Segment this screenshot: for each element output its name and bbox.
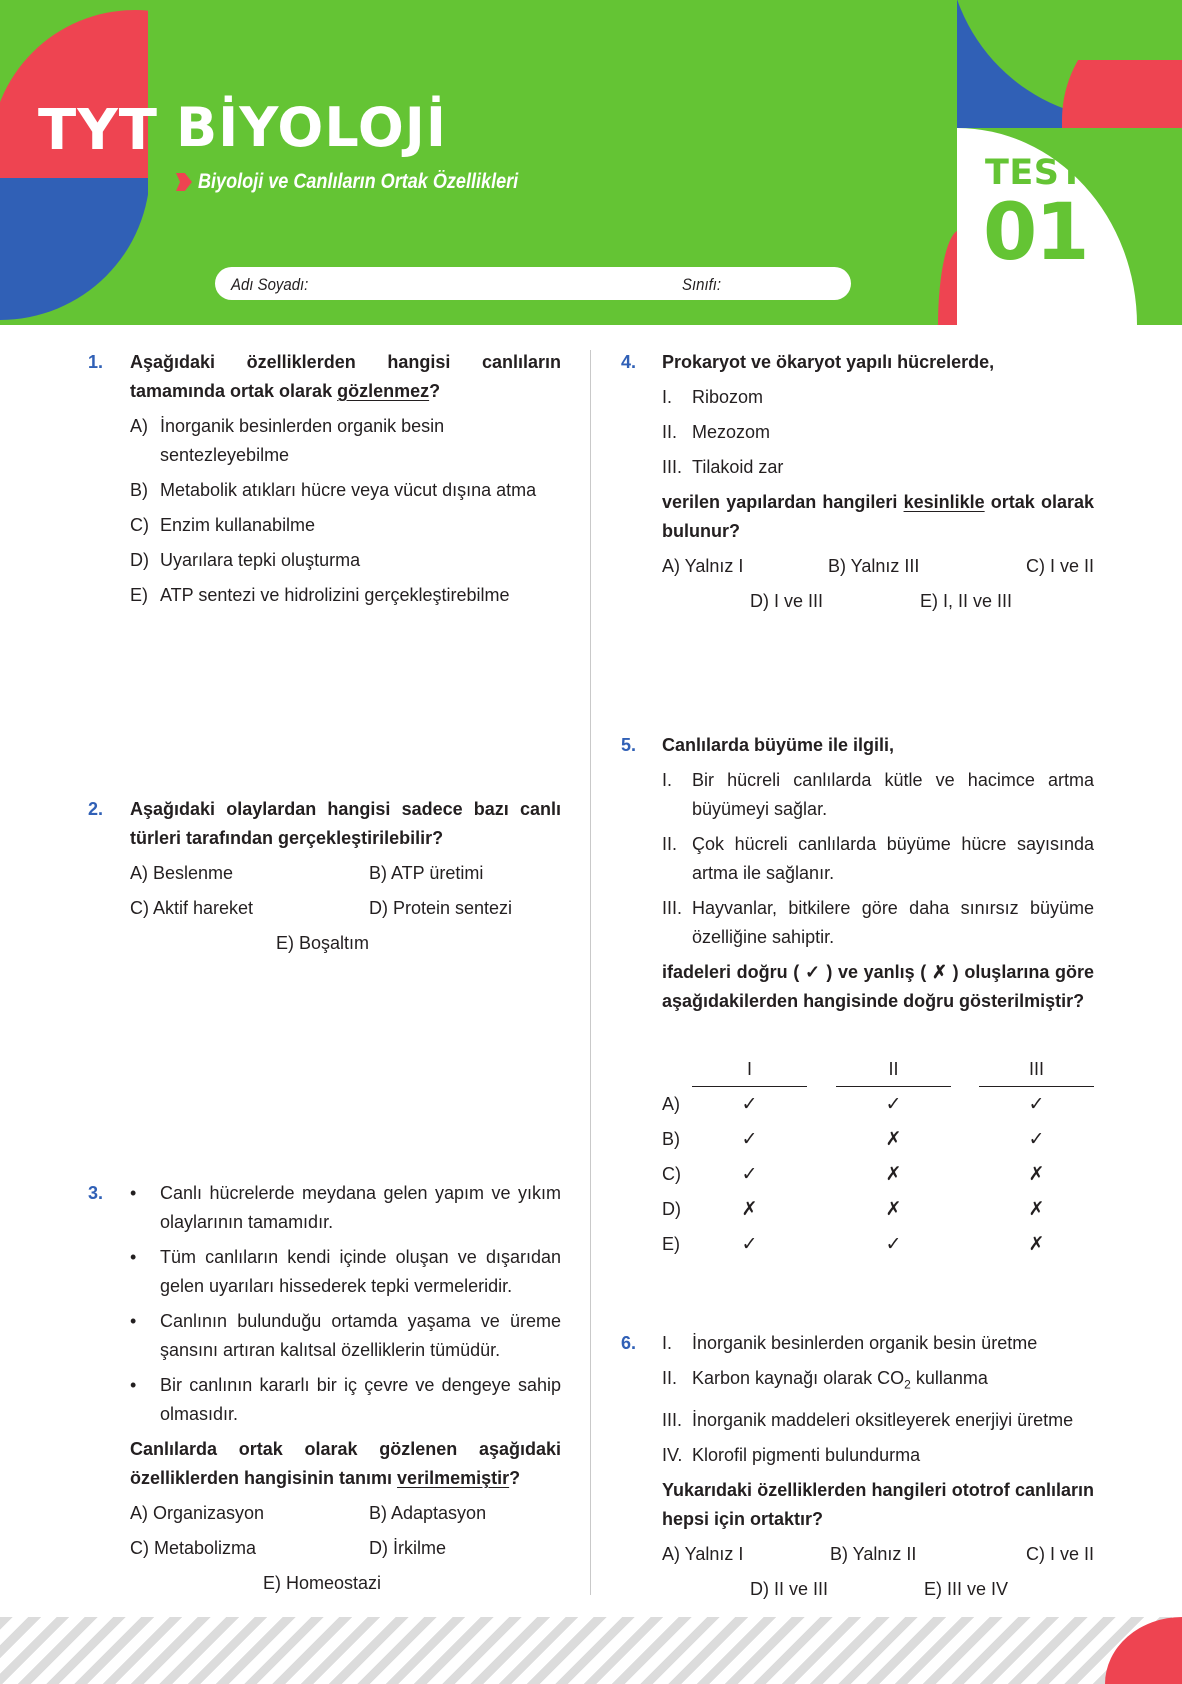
option-c[interactable]: C) Aktif hareket [130,898,254,918]
option-b[interactable]: B) [662,1129,680,1149]
option-e[interactable]: E) III ve IV [924,1578,1009,1599]
table-mark: ✓ [741,1129,758,1150]
definition-item: • Canlı hücrelerde meydana gelen yapım ve yıkım olaylarının tamamıdır. [130,1183,561,1232]
option-c[interactable]: C) [662,1164,681,1184]
option-d[interactable]: D) II ve III [750,1578,829,1599]
question-number: 1. [88,352,104,372]
table-mark: ✗ [885,1129,902,1150]
table-mark: ✓ [741,1234,758,1255]
table-mark: ✓ [741,1164,758,1185]
exam-label: TYT [38,98,158,163]
table-mark: ✗ [885,1164,902,1185]
option-e[interactable]: E) Boşaltım [276,933,370,953]
question-1 [88,348,561,610]
question-number: 4. [621,352,637,372]
option-a[interactable]: A) Yalnız I [662,1543,744,1564]
table-mark: ✗ [1028,1234,1045,1255]
statement-ii: II. Karbon kaynağı olarak $CO_2$ kullanma [662,1368,988,1392]
definition-item: • Canlının bulunduğu ortamda yaşama ve üreme şansını artıran kalıtsal özelliklerin tümüdür. [130,1311,561,1360]
option-a[interactable]: A) Beslenme [130,863,234,883]
table-mark: ✓ [885,1234,902,1255]
question-5 [621,731,1094,1016]
topic-title: Biyoloji ve Canlıların Ortak Özellikleri [198,170,519,193]
question-4 [621,348,1094,622]
option-e[interactable]: E) ATP sentezi ve hidrolizini gerçekleştirebilme [130,585,510,605]
option-c[interactable]: C) Metabolizma [130,1538,257,1558]
question-stem: ifadeleri doğru ( ✓ ) ve yanlış ( ✗ ) oluşlarına göre aşağıdakilerden hangisinde doğru gösterilmiştir? [662,962,1094,1011]
table-mark: ✓ [1028,1094,1045,1115]
definition-item: • Tüm canlıların kendi içinde oluşan ve dışarıdan gelen uyarıları hissederek tepki vermeleridir. [130,1247,561,1296]
option-b[interactable]: B) Yalnız II [830,1543,917,1564]
option-b[interactable]: B) ATP üretimi [369,863,484,883]
option-b[interactable]: B) Metabolik atıkları hücre veya vücut dışına atma [130,480,537,500]
student-info-bar [215,267,851,300]
option-d[interactable]: D) İrkilme [369,1538,446,1558]
arrow-bullet-icon [176,173,192,191]
option-b[interactable]: B) Adaptasyon [369,1503,487,1523]
table-mark: ✗ [741,1199,758,1220]
statement-ii: II. Çok hücreli canlılarda büyüme hücre sayısında artma ile sağlanır. [662,834,1094,883]
option-d[interactable]: D) Uyarılara tepki oluşturma [130,550,361,570]
table-header: III [979,1055,1094,1087]
question-stem: Aşağıdaki olaylardan hangisi sadece bazı canlı türleri tarafından gerçekleştirilebilir? [130,799,561,848]
statement-i: I. İnorganik besinlerden organik besin üretme [662,1333,1038,1353]
statement-iii: III. Tilakoid zar [662,457,784,477]
option-a[interactable]: A) Yalnız I [662,556,744,576]
option-c[interactable]: C) I ve II [1025,1543,1094,1564]
table-mark: ✓ [1028,1129,1045,1150]
column-divider [590,350,591,1595]
definition-item: • Bir canlının kararlı bir iç çevre ve dengeye sahip olmasıdır. [130,1375,561,1424]
test-number: 01 [983,188,1088,278]
question-stem: verilen yapılardan hangileri kesinlikle ortak olarak bulunur? [662,492,1094,541]
option-d[interactable]: D) Protein sentezi [369,898,513,918]
table-mark: ✓ [741,1094,758,1115]
table-mark: ✗ [885,1199,902,1220]
table-header: II [836,1055,951,1087]
option-a[interactable]: A) Organizasyon [130,1503,265,1523]
table-mark: ✗ [1028,1164,1045,1185]
statement-i: I. Ribozom [662,387,764,407]
question-number: 2. [88,799,104,819]
table-mark: ✓ [885,1094,902,1115]
table-mark: ✗ [1028,1199,1045,1220]
option-a[interactable]: A) [662,1094,680,1114]
statement-i: I. Bir hücreli canlılarda kütle ve hacimce artma büyümeyi sağlar. [662,770,1094,819]
option-c[interactable]: C) Enzim kullanabilme [130,515,316,535]
question-stem: Yukarıdaki özelliklerden hangileri ototrof canlıların hepsi için ortaktır? [662,1479,1094,1529]
option-b[interactable]: B) Yalnız III [828,556,920,576]
question-3 [88,1179,561,1604]
answer-table [662,1055,1094,1255]
question-number: 6. [621,1333,637,1353]
option-a[interactable]: A) İnorganik besinlerden organik besin sentezleyebilme [130,416,445,465]
option-e[interactable]: E) I, II ve III [920,591,1013,611]
question-number: 5. [621,735,637,755]
question-6 [621,1329,1094,1610]
option-e[interactable]: E) [662,1234,680,1254]
question-number: 3. [88,1183,104,1203]
question-stem: Aşağıdaki özelliklerden hangisi canlıların tamamında ortak olarak gözlenmez? [130,352,561,401]
topic-line [176,170,570,194]
statement-iii: III. Hayvanlar, bitkilere göre daha sınırsız büyüme özelliğine sahiptir. [662,898,1094,947]
statement-iii: III. İnorganik maddeleri oksitleyerek enerjiyi üretme [662,1409,1074,1430]
question-intro: Canlılarda büyüme ile ilgili, [662,735,895,755]
test-label: TEST [985,153,1084,193]
footer-stripes [0,1617,1182,1684]
name-label: Adı Soyadı: [231,275,309,294]
page-title: BİYOLOJİ [176,96,447,159]
option-d[interactable]: D) [662,1199,681,1219]
question-2 [88,795,561,964]
question-stem: Canlılarda ortak olarak gözlenen aşağıdaki özelliklerden hangisinin tanımı verilmemiştir? [130,1439,561,1488]
class-label: Sınıfı: [682,275,722,294]
statement-ii: II. Mezozom [662,422,771,442]
option-c[interactable]: C) I ve II [1025,556,1094,576]
option-e[interactable]: E) Homeostazi [263,1573,382,1593]
option-d[interactable]: D) I ve III [750,591,824,611]
table-header: I [692,1055,807,1087]
question-intro: Prokaryot ve ökaryot yapılı hücrelerde, [662,352,995,372]
statement-iv: IV. Klorofil pigmenti bulundurma [662,1444,921,1465]
